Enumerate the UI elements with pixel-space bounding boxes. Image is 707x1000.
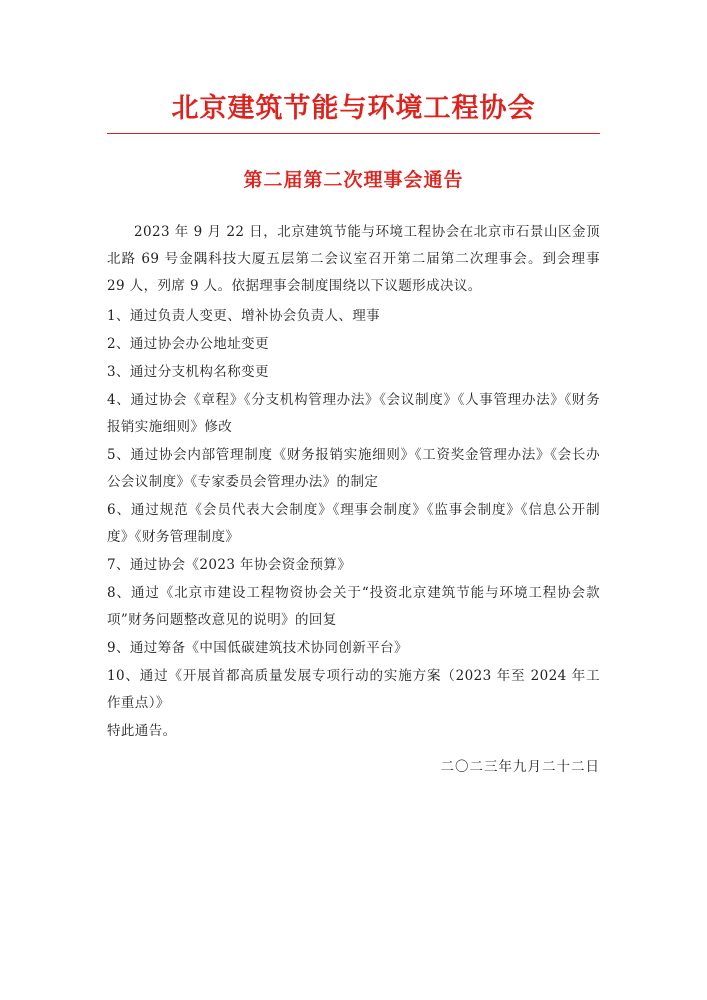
resolution-item: 10、通过《开展首都高质量发展专项行动的实施方案（2023 年至 2024 年工作重点）》 (107, 668, 600, 711)
title-divider (107, 133, 600, 134)
resolution-item: 8、通过《北京市建设工程物资协会关于“投资北京建筑节能与环境工程协会款项”财务问题整改意见的说明》的回复 (107, 585, 600, 628)
resolution-item: 6、通过规范《会员代表大会制度》《理事会制度》《监事会制度》《信息公开制度》《财务管理制度》 (107, 502, 600, 545)
notice-body (107, 219, 600, 745)
resolution-item: 4、通过协会《章程》《分支机构管理办法》《会议制度》《人事管理办法》《财务报销实施细则》修改 (107, 392, 600, 435)
resolution-item: 1、通过负责人变更、增补协会负责人、理事 (107, 308, 381, 324)
intro-paragraph: 2023 年 9 月 22 日，北京建筑节能与环境工程协会在北京市石景山区金顶北路 69 号金隅科技大厦五层第二会议室召开第二届第二次理事会。到会理事 29 人，列席 9 人。依据理事会制度围绕以下议题形成决议。 (107, 224, 600, 294)
resolution-item: 5、通过协会内部管理制度《财务报销实施细则》《工资奖金管理办法》《会长办公会议制度》《专家委员会管理办法》的制定 (107, 447, 600, 490)
resolution-item: 9、通过筹备《中国低碳建筑技术协同创新平台》 (107, 640, 408, 656)
notice-date: 二〇二三年九月二十二日 (440, 759, 600, 775)
organization-title: 北京建筑节能与环境工程协会 (171, 93, 536, 124)
closing-line: 特此通告。 (107, 723, 177, 739)
resolution-item: 7、通过协会《2023 年协会资金预算》 (107, 557, 352, 573)
resolution-item: 3、通过分支机构名称变更 (107, 364, 269, 380)
resolution-item: 2、通过协会办公地址变更 (107, 336, 269, 352)
notice-title: 第二届第二次理事会通告 (243, 169, 464, 191)
